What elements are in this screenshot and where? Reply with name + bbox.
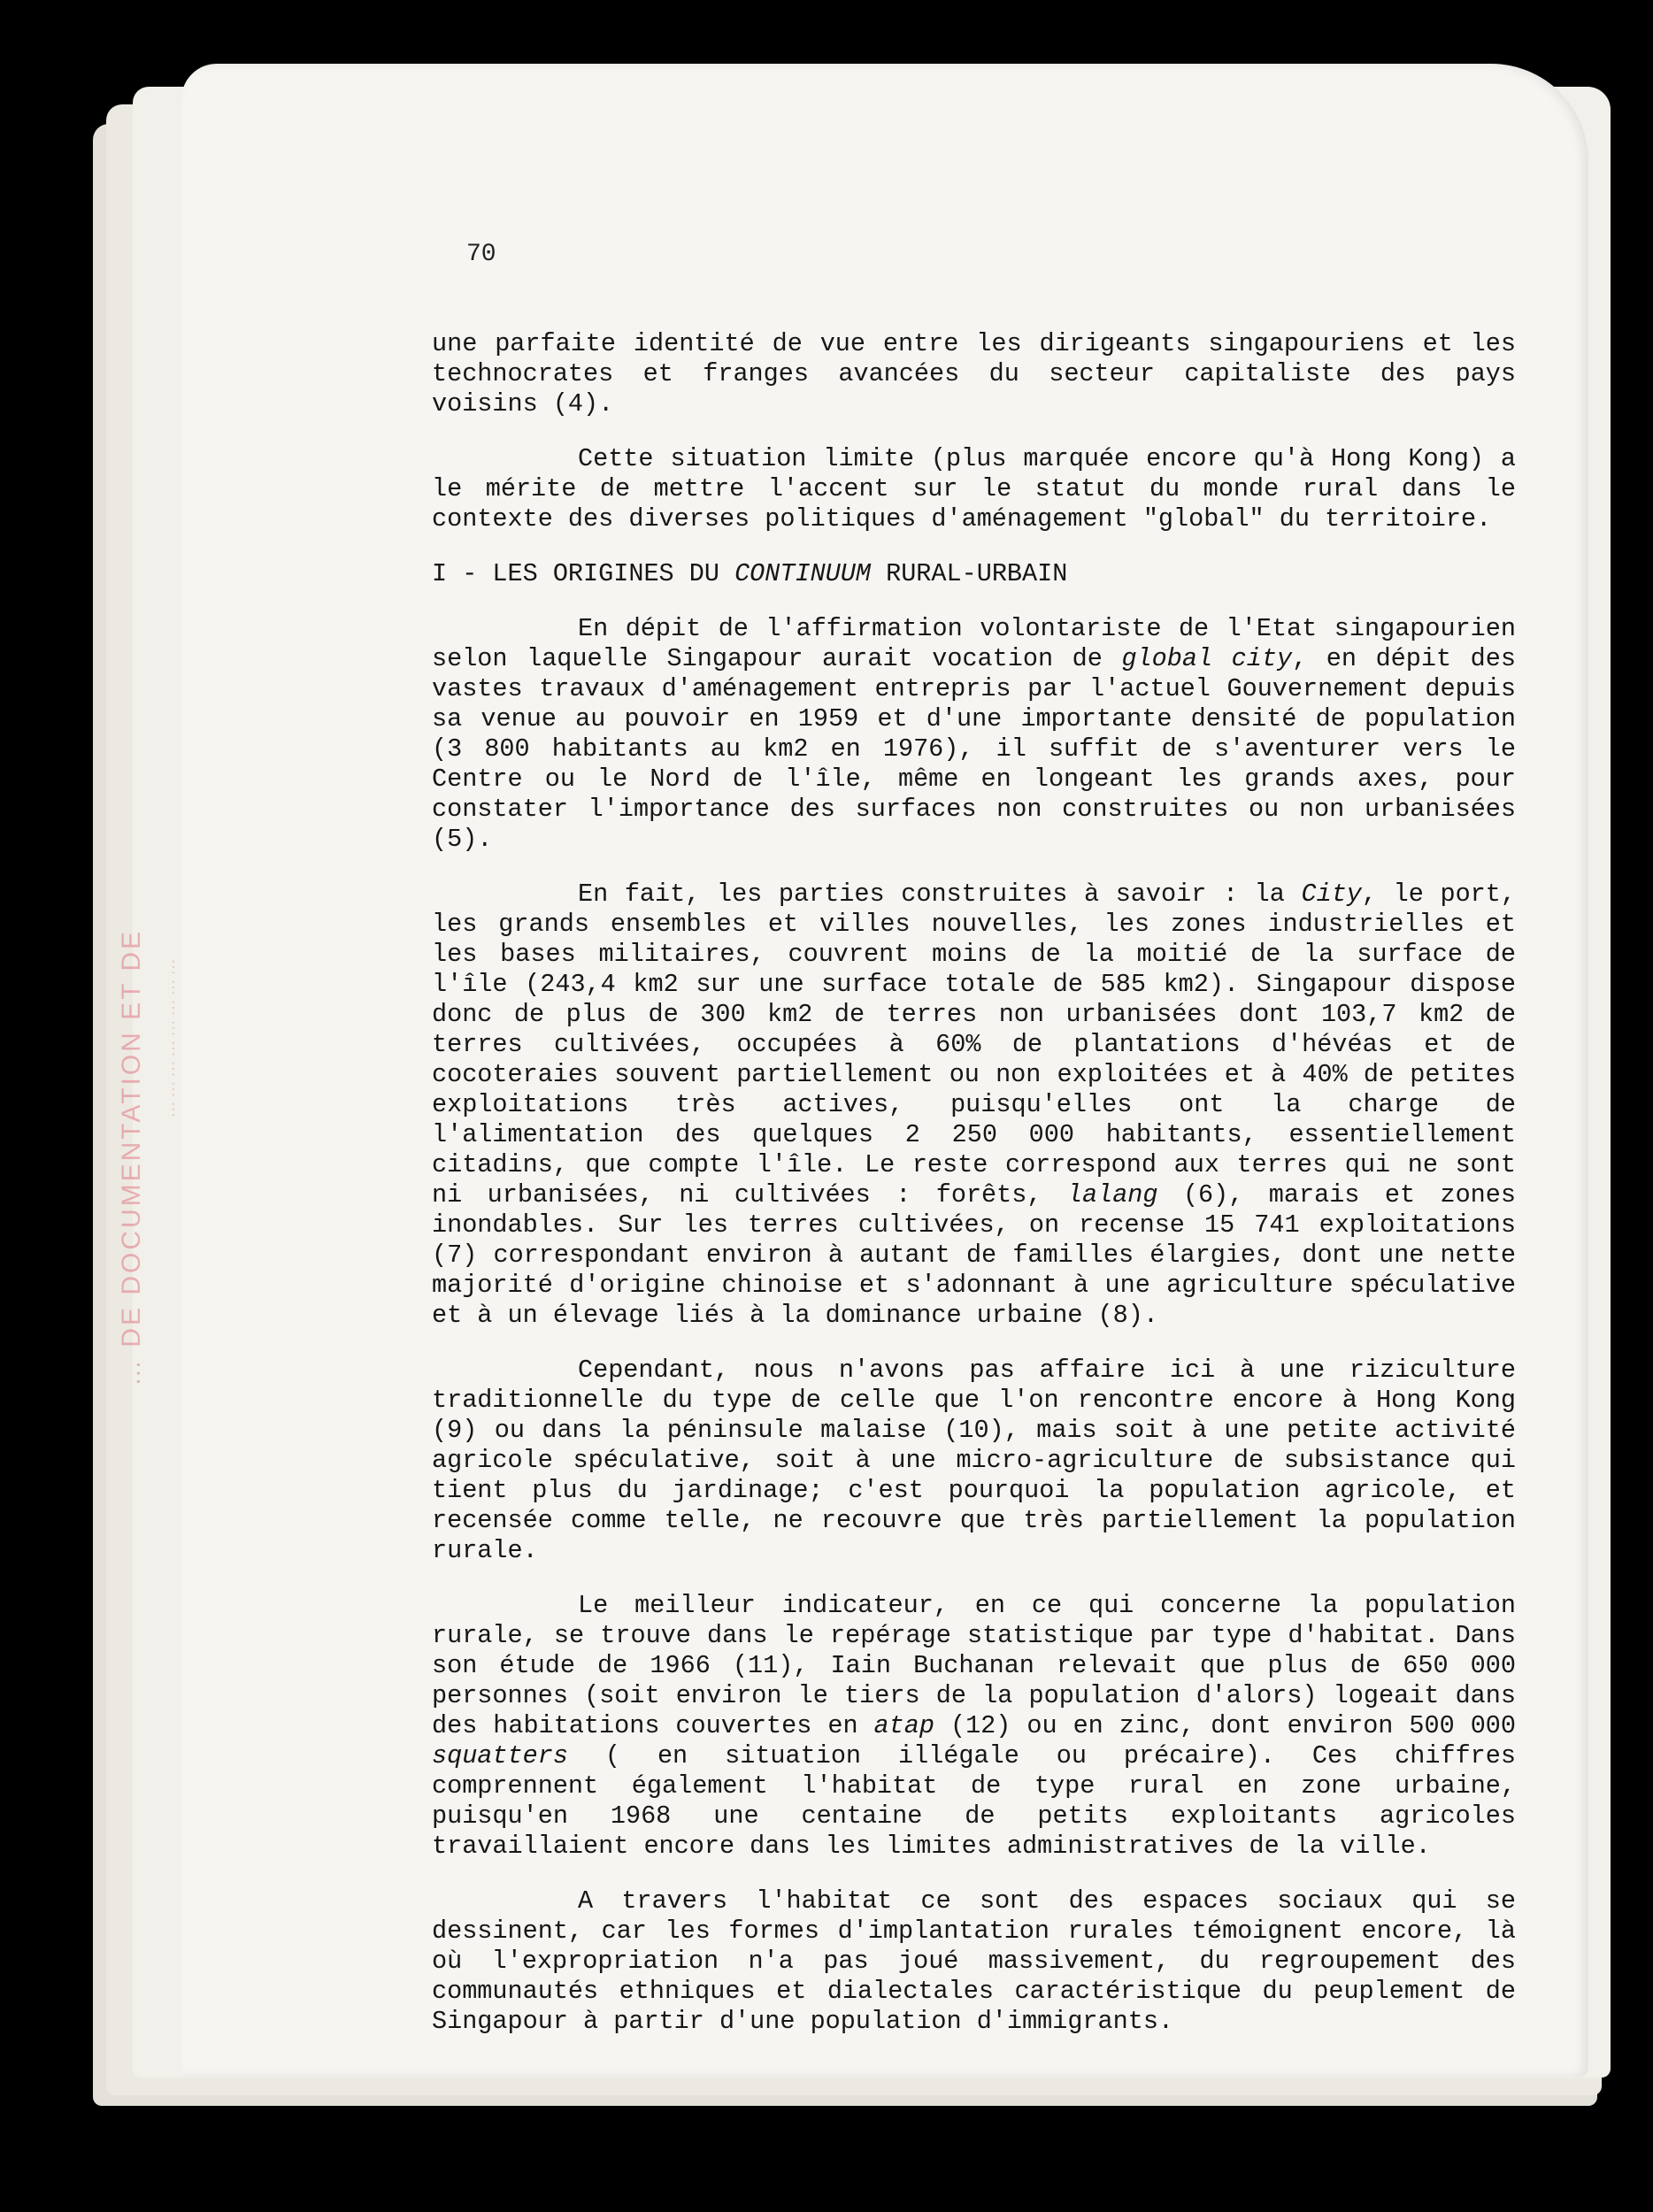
paragraph-3 xyxy=(432,614,1516,855)
paragraph-6-part-a: Le meilleur indicateur, en ce qui concerne la population rurale, se trouve dans le repérage statistique par type d'habitat. Dans son étude de 1966 (11), Iain Buchanan relevait que plus de 650 000 personnes (soit environ le tiers de la population d'alors) logeait dans des habitations couvertes en xyxy=(432,1591,1516,1740)
heading-suffix: RURAL-URBAIN xyxy=(871,559,1068,588)
paragraph-6-part-c: (12) ou en zinc, dont environ 500 000 xyxy=(934,1711,1516,1740)
paragraph-7: A travers l'habitat ce sont des espaces sociaux qui se dessinent, car les formes d'implantation rurales témoignent encore, là où l'expropriation n'a pas joué massivement, du regroupement des communautés ethniques et dialectales caractéristique du peuplement de Singapour à partir d'une population d'immigrants. xyxy=(432,1886,1516,2036)
paragraph-1: une parfaite identité de vue entre les dirigeants singapouriens et les technocrates et franges avancées du secteur capitaliste des pays voisins (4). xyxy=(432,329,1516,419)
page-number: 70 xyxy=(466,241,496,268)
heading-italic: CONTINUUM xyxy=(734,559,871,588)
paragraph-6 xyxy=(432,1591,1516,1862)
paragraph-4-part-c: , le port, les grands ensembles et villes nouvelles, les zones industrielles et les bases militaires, couvrent moins de la moitié de la surface de l'île (243,4 km2 sur une surface totale de 585 km2). Singapour dispose donc de plus de 300 km2 de terres non urbanisées dont 103,7 km2 de terres cultivées, occupées à 60% de plantations d'hévéas et de cocoteraies souvent partiellement ou non exploitées et à 40% de petites exploitations très actives, puisqu'elles ont la charge de l'alimentation des quelques 2 250 000 habitants, essentiellement citadins, que compte l'île. Le reste correspond aux terres qui ne sont ni urbanisées, ni cultivées : forêts, xyxy=(432,879,1516,1210)
body-text xyxy=(432,329,1516,2062)
paragraph-6-italic-squatters: squatters xyxy=(432,1741,568,1770)
paragraph-4-italic-city: City xyxy=(1301,879,1362,909)
library-stamp-secondary: …………………… xyxy=(159,956,179,1118)
heading-prefix: I - LES ORIGINES DU xyxy=(432,559,735,588)
paragraph-4-italic-lalang: lalang xyxy=(1066,1180,1158,1210)
paragraph-3-part-c: , en dépit des vastes travaux d'aménagement entrepris par l'actuel Gouvernement depuis sa venue au pouvoir en 1959 et d'une importante densité de population (3 800 habitants au km2 en 1976), il suffit de s'aventurer vers le Centre ou le Nord de l'île, même en longeant les grands axes, pour constater l'importance des surfaces non construites ou non urbanisées (5). xyxy=(432,644,1516,854)
paragraph-3-italic: global city xyxy=(1121,644,1293,673)
paragraph-5: Cependant, nous n'avons pas affaire ici à une riziculture traditionnelle du type de celle que l'on rencontre encore à Hong Kong (9) ou dans la péninsule malaise (10), mais soit à une petite activité agricole spéculative, soit à une micro-agriculture de subsistance qui tient plus du jardinage; c'est pourquoi la population agricole, et recensée comme telle, ne recouvre que très partiellement la population rurale. xyxy=(432,1356,1516,1565)
paragraph-6-part-e: ( en situation illégale ou précaire). Ces chiffres comprennent également l'habitat de type rural en zone urbaine, puisqu'en 1968 une centaine de petits exploitants agricoles travaillaient encore dans les limites administratives de la ville. xyxy=(432,1741,1516,1861)
section-heading xyxy=(432,559,1516,589)
paragraph-2: Cette situation limite (plus marquée encore qu'à Hong Kong) a le mérite de mettre l'accent sur le statut du monde rural dans le contexte des diverses politiques d'aménagement "global" du territoire. xyxy=(432,444,1516,534)
paragraph-4-part-a: En fait, les parties construites à savoir : la xyxy=(578,879,1302,909)
library-stamp: … DE DOCUMENTATION ET DE xyxy=(117,929,146,1387)
paragraph-4-part-e: (6), marais et zones inondables. Sur les terres cultivées, on recense 15 741 exploitations (7) correspondant environ à autant de familles élargies, dont une nette majorité d'origine chinoise et s'adonnant à une agriculture spéculative et à un élevage liés à la dominance urbaine (8). xyxy=(432,1180,1516,1330)
paragraph-3-part-a: En dépit de l'affirmation volontariste de l'Etat singapourien selon laquelle Singapour aurait vocation de xyxy=(432,614,1516,673)
paragraph-6-italic-atap: atap xyxy=(873,1711,934,1740)
paragraph-4 xyxy=(432,879,1516,1331)
